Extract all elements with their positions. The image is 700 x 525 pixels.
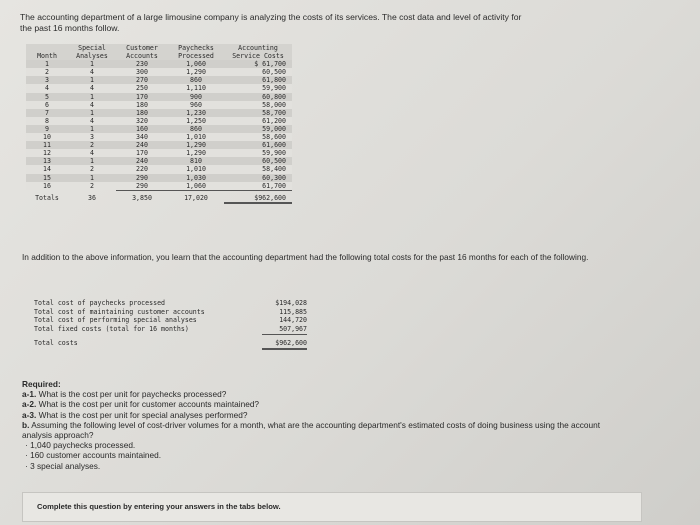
table-row (26, 60, 292, 68)
header-customer-accounts: Customer Accounts (116, 44, 168, 60)
header-accounting-service-costs: Accounting Service Costs (224, 44, 292, 60)
cell-paychecks-processed: 1,010 (168, 165, 224, 173)
cell-accounting-costs: 60,500 (224, 68, 292, 76)
cell-special-analyses: 4 (68, 149, 116, 157)
cell-customer-accounts: 160 (116, 125, 168, 133)
cell-special-analyses: 1 (68, 76, 116, 84)
cell-month: 16 (26, 182, 68, 191)
table-row (26, 157, 292, 165)
cell-month: 6 (26, 101, 68, 109)
cell-paychecks-processed: 1,290 (168, 149, 224, 157)
cell-paychecks-processed: 1,030 (168, 174, 224, 182)
question-a2: a-2. What is the cost per unit for customer accounts maintained? (22, 399, 260, 410)
cell-paychecks-processed: 1,230 (168, 109, 224, 117)
cell-special-analyses: 3 (68, 133, 116, 141)
cell-customer-accounts: 250 (116, 84, 168, 92)
cell-special-analyses: 1 (68, 125, 116, 133)
table-row (26, 93, 292, 101)
cell-month: 12 (26, 149, 68, 157)
table-row (26, 165, 292, 173)
table-row (26, 76, 292, 84)
cell-accounting-costs: 61,800 (224, 76, 292, 84)
header-month: Month (26, 44, 68, 60)
cell-paychecks-processed: 1,060 (168, 60, 224, 68)
cell-special-analyses: 1 (68, 93, 116, 101)
cell-month: 13 (26, 157, 68, 165)
cell-month: 14 (26, 165, 68, 173)
cell-month: 7 (26, 109, 68, 117)
cost-row (34, 299, 307, 308)
cell-special-analyses: 4 (68, 117, 116, 125)
cell-accounting-costs: 61,200 (224, 117, 292, 125)
cost-row (34, 308, 307, 317)
table-header-row (26, 44, 292, 60)
bullet-customer-accounts: · 160 customer accounts maintained. (25, 450, 162, 461)
bullet-special-analyses: · 3 special analyses. (25, 460, 101, 471)
cell-customer-accounts: 340 (116, 133, 168, 141)
cell-accounting-costs: 58,700 (224, 109, 292, 117)
cell-customer-accounts: 170 (116, 93, 168, 101)
cell-accounting-costs: $ 61,700 (224, 60, 292, 68)
cell-customer-accounts: 240 (116, 157, 168, 165)
cell-special-analyses: 4 (68, 84, 116, 92)
total-costs-amount: $962,600 (262, 334, 307, 348)
cell-customer-accounts: 180 (116, 109, 168, 117)
cost-row (34, 325, 307, 334)
instructions-bar (22, 492, 642, 522)
header-special-analyses: Special Analyses (68, 44, 116, 60)
cell-special-analyses: 1 (68, 157, 116, 165)
cell-accounting-costs: 59,900 (224, 84, 292, 92)
cell-customer-accounts: 320 (116, 117, 168, 125)
cell-paychecks-processed: 1,290 (168, 141, 224, 149)
cell-accounting-costs: 61,600 (224, 141, 292, 149)
cell-customer-accounts: 170 (116, 149, 168, 157)
cell-month: 5 (26, 93, 68, 101)
bullet-paychecks: · 1,040 paychecks processed. (25, 440, 136, 451)
totals-paychecks: 17,020 (168, 190, 224, 203)
cell-month: 4 (26, 84, 68, 92)
cell-accounting-costs: 60,300 (224, 174, 292, 182)
cell-paychecks-processed: 960 (168, 101, 224, 109)
cell-customer-accounts: 300 (116, 68, 168, 76)
cell-accounting-costs: 59,900 (224, 149, 292, 157)
cell-special-analyses: 2 (68, 141, 116, 149)
cell-customer-accounts: 270 (116, 76, 168, 84)
additional-info-text: In addition to the above information, you learn that the accounting department had the following total costs for the past 16 months for each of the following. (22, 252, 589, 262)
header-paychecks-processed: Paychecks Processed (168, 44, 224, 60)
cell-accounting-costs: 61,700 (224, 182, 292, 191)
cell-month: 9 (26, 125, 68, 133)
question-a3: a-3. What is the cost per unit for special analyses performed? (22, 409, 248, 420)
table-row (26, 149, 292, 157)
cost-amount: 115,885 (279, 307, 307, 316)
intro-line-2: the past 16 months follow. (20, 23, 120, 33)
cost-amount: 507,967 (262, 325, 307, 334)
cell-customer-accounts: 290 (116, 174, 168, 182)
table-row (26, 84, 292, 92)
cell-special-analyses: 1 (68, 60, 116, 68)
table-row (26, 68, 292, 76)
cost-rows (34, 299, 307, 334)
cell-paychecks-processed: 860 (168, 76, 224, 84)
cost-amount: $194,028 (275, 299, 307, 307)
totals-acct-costs: $962,600 (224, 190, 292, 203)
cell-special-analyses: 1 (68, 174, 116, 182)
cell-accounting-costs: 60,500 (224, 157, 292, 165)
cell-customer-accounts: 180 (116, 101, 168, 109)
cell-paychecks-processed: 1,010 (168, 133, 224, 141)
cell-paychecks-processed: 1,060 (168, 182, 224, 191)
cell-month: 15 (26, 174, 68, 182)
cell-month: 1 (26, 60, 68, 68)
cell-special-analyses: 4 (68, 68, 116, 76)
intro-text (20, 12, 620, 34)
table-row (26, 141, 292, 149)
table-row (26, 117, 292, 125)
cell-paychecks-processed: 900 (168, 93, 224, 101)
totals-special: 36 (88, 193, 96, 202)
cost-amount: 144,720 (279, 316, 307, 325)
total-costs-label: Total costs (34, 339, 78, 348)
cell-paychecks-processed: 860 (168, 125, 224, 133)
cell-month: 2 (26, 68, 68, 76)
cell-special-analyses: 2 (68, 165, 116, 173)
cell-accounting-costs: 58,000 (224, 101, 292, 109)
cell-paychecks-processed: 1,110 (168, 84, 224, 92)
cell-paychecks-processed: 1,250 (168, 117, 224, 125)
intro-line-1: The accounting department of a large limousine company is analyzing the costs of its services. The cost data and level of activity for (20, 12, 522, 22)
table-row (26, 133, 292, 141)
cost-label: Total cost of performing special analyses (34, 316, 197, 325)
cell-accounting-costs: 59,000 (224, 125, 292, 133)
totals-label: Totals (35, 193, 59, 202)
cell-accounting-costs: 60,800 (224, 93, 292, 101)
cell-month: 11 (26, 141, 68, 149)
table-row (26, 182, 292, 191)
cell-paychecks-processed: 1,290 (168, 68, 224, 76)
totals-row (26, 190, 292, 203)
cost-row (34, 316, 307, 325)
cost-label: Total cost of maintaining customer accounts (34, 307, 205, 316)
table-row (26, 125, 292, 133)
table-row (26, 101, 292, 109)
cell-month: 3 (26, 76, 68, 84)
cell-customer-accounts: 240 (116, 141, 168, 149)
cell-accounting-costs: 58,600 (224, 133, 292, 141)
cell-paychecks-processed: 810 (168, 157, 224, 165)
required-section (22, 379, 632, 471)
question-b: b. Assuming the following level of cost-driver volumes for a month, what are the accounting department's estimated costs of doing business using the account analysis approach? (22, 419, 601, 441)
cost-data-table (26, 44, 292, 204)
question-a1: a-1. What is the cost per unit for paychecks processed? (22, 389, 227, 400)
cell-special-analyses: 2 (68, 182, 116, 191)
cell-special-analyses: 1 (68, 109, 116, 117)
cell-month: 8 (26, 117, 68, 125)
cost-label: Total fixed costs (total for 16 months) (34, 325, 189, 334)
instructions-text: Complete this question by entering your answers in the tabs below. (37, 502, 281, 511)
cost-label: Total cost of paychecks processed (34, 299, 166, 307)
total-costs-row (34, 334, 307, 348)
table-row (26, 174, 292, 182)
required-title: Required: (22, 379, 61, 389)
cell-accounting-costs: 58,400 (224, 165, 292, 173)
cell-month: 10 (26, 133, 68, 141)
total-costs-table (34, 299, 307, 350)
totals-customer: 3,850 (116, 190, 168, 203)
cell-customer-accounts: 290 (116, 182, 168, 191)
cell-customer-accounts: 220 (116, 165, 168, 173)
table-row (26, 109, 292, 117)
cell-special-analyses: 4 (68, 101, 116, 109)
table-body (26, 60, 292, 190)
cell-customer-accounts: 230 (116, 60, 168, 68)
